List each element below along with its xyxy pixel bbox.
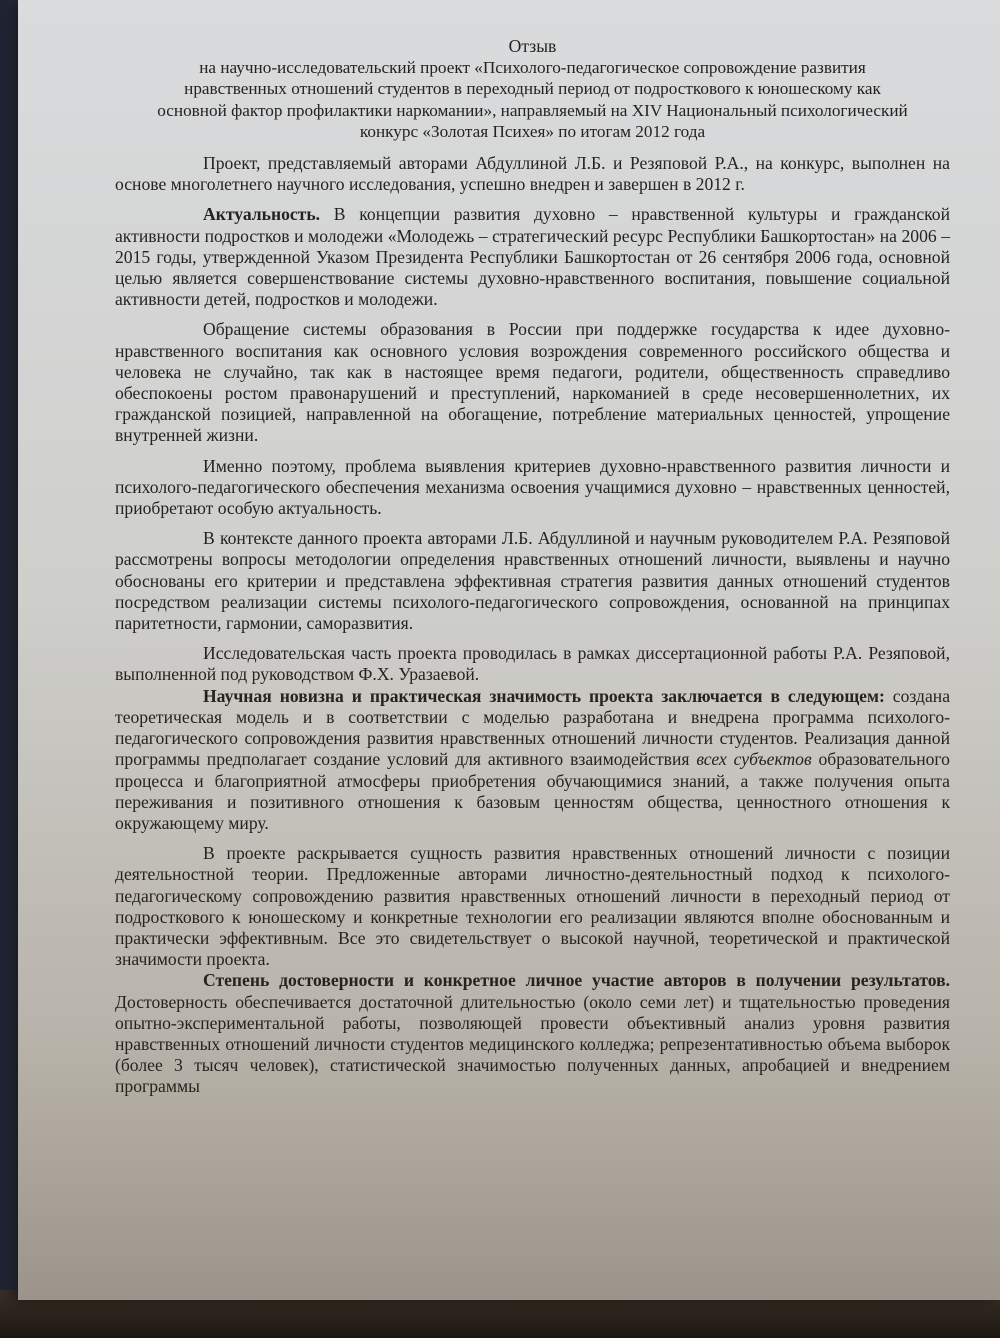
relevance-heading: Актуальность. — [203, 204, 321, 225]
reliability-text: Достоверность обеспечивается достаточной длительностью (около семи лет) и тщательностью проведения опытно-экспериментальной работы, позволяющей провести объективный анализ уровня развития нравственных отношений личности студентов медицинского колледжа; репрезентативностью объема выборок (более 3 тысяч человек), статистической значимостью полученных данных, апробацией и внедрением программы — [115, 991, 950, 1097]
paragraph-research: Исследовательская часть проекта проводилась в рамках диссертационной работы Р.А. Резяповой, выполненной под руководством Ф.Х. Уразаевой. — [115, 643, 950, 685]
paragraph-essence: В проекте раскрывается сущность развития нравственных отношений личности с позиции деятельностной теории. Предложенные авторами личностно-деятельностный подход к психолого-педагогическому сопровождению развития нравственных отношений личности в переходный период от подросткового к юношескому и конкретные технологии его реализации являются вполне обоснованным и практически эффективным. Все это свидетельствует о высокой научной, теоретической и практической значимости проекта. — [115, 843, 950, 970]
novelty-text-b: образовательного процесса и благоприятной атмосферы приобретения обучающимися знаний, а также получения опыта переживания и позитивного отношения к базовым ценностям общества, ценностного отношения к окружающему миру. — [115, 749, 950, 833]
novelty-heading: Научная новизна и практическая значимость проекта заключается в следующем: — [203, 685, 885, 706]
paragraph-novelty — [115, 686, 950, 834]
relevance-text: В концепции развития духовно – нравственной культуры и гражданской активности подростков и молодежи «Молодежь – стратегический ресурс Республики Башкортостан» на 2006 – 2015 годы, утвержденной Указом Президента Республики Башкортостан от 26 сентября 2006 года, основной целью является совершенствование системы духовно-нравственного воспитания, повышение социальной активности детей, подростков и молодежи. — [115, 204, 950, 310]
document-subtitle: на научно-исследовательский проект «Психолого-педагогическое сопровождение развития нравственных отношений студентов в переходный период от подросткового к юношескому как основной фактор профилактики наркомании», направляемый на XIV Национальный психологический конкурс «Золотая Психея» по итогам 2012 года — [157, 58, 908, 141]
novelty-text-a: создана теоретическая модель и в соответствии с моделью разработана и внедрена программа психолого-педагогического сопровождения развития нравственных отношений личности студентов. Реализация данной программы предполагает создание условий для активного взаимодействия — [115, 685, 951, 770]
paragraph-problem: Именно поэтому, проблема выявления критериев духовно-нравственного развития личности и психолого-педагогического обеспечения механизма освоения учащимися духовно – нравственных ценностей, приобретают особую актуальность. — [115, 455, 950, 519]
paragraph-reliability — [115, 970, 950, 1097]
paragraph-education: Обращение системы образования в России при поддержке государства к идее духовно-нравственного воспитания как основного условия возрождения современного российского общества и человека не случайно, так как в настоящее время педагоги, родители, общественность справедливо обеспокоены ростом правонарушений и преступлений, наркоманией в среде несовершеннолетних, их гражданской позицией, направленной на обогащение, потребление материальных ценностей, упрощение внутренней жизни. — [115, 319, 950, 446]
paragraph-intro: Проект, представляемый авторами Абдуллиной Л.Б. и Резяповой Р.А., на конкурс, выполнен на основе многолетнего научного исследования, успешно внедрен и завершен в 2012 г. — [115, 153, 950, 195]
document-title: Отзыв — [508, 36, 557, 56]
document-body — [115, 36, 950, 1098]
paragraph-relevance — [115, 204, 950, 310]
novelty-italic: всех субъектов — [696, 749, 812, 770]
paragraph-context: В контексте данного проекта авторами Л.Б. Абдуллиной и научным руководителем Р.А. Резяповой рассмотрены вопросы методологии определения нравственных отношений личности, выявлены и научно обоснованы его критерии и представлена эффективная стратегия развития данных отношений студентов посредством реализации системы психолого-педагогического сопровождения, основанной на принципах паритетности, гармонии, саморазвития. — [115, 528, 950, 634]
reliability-heading: Степень достоверности и конкретное личное участие авторов в получении результатов. — [203, 970, 950, 991]
